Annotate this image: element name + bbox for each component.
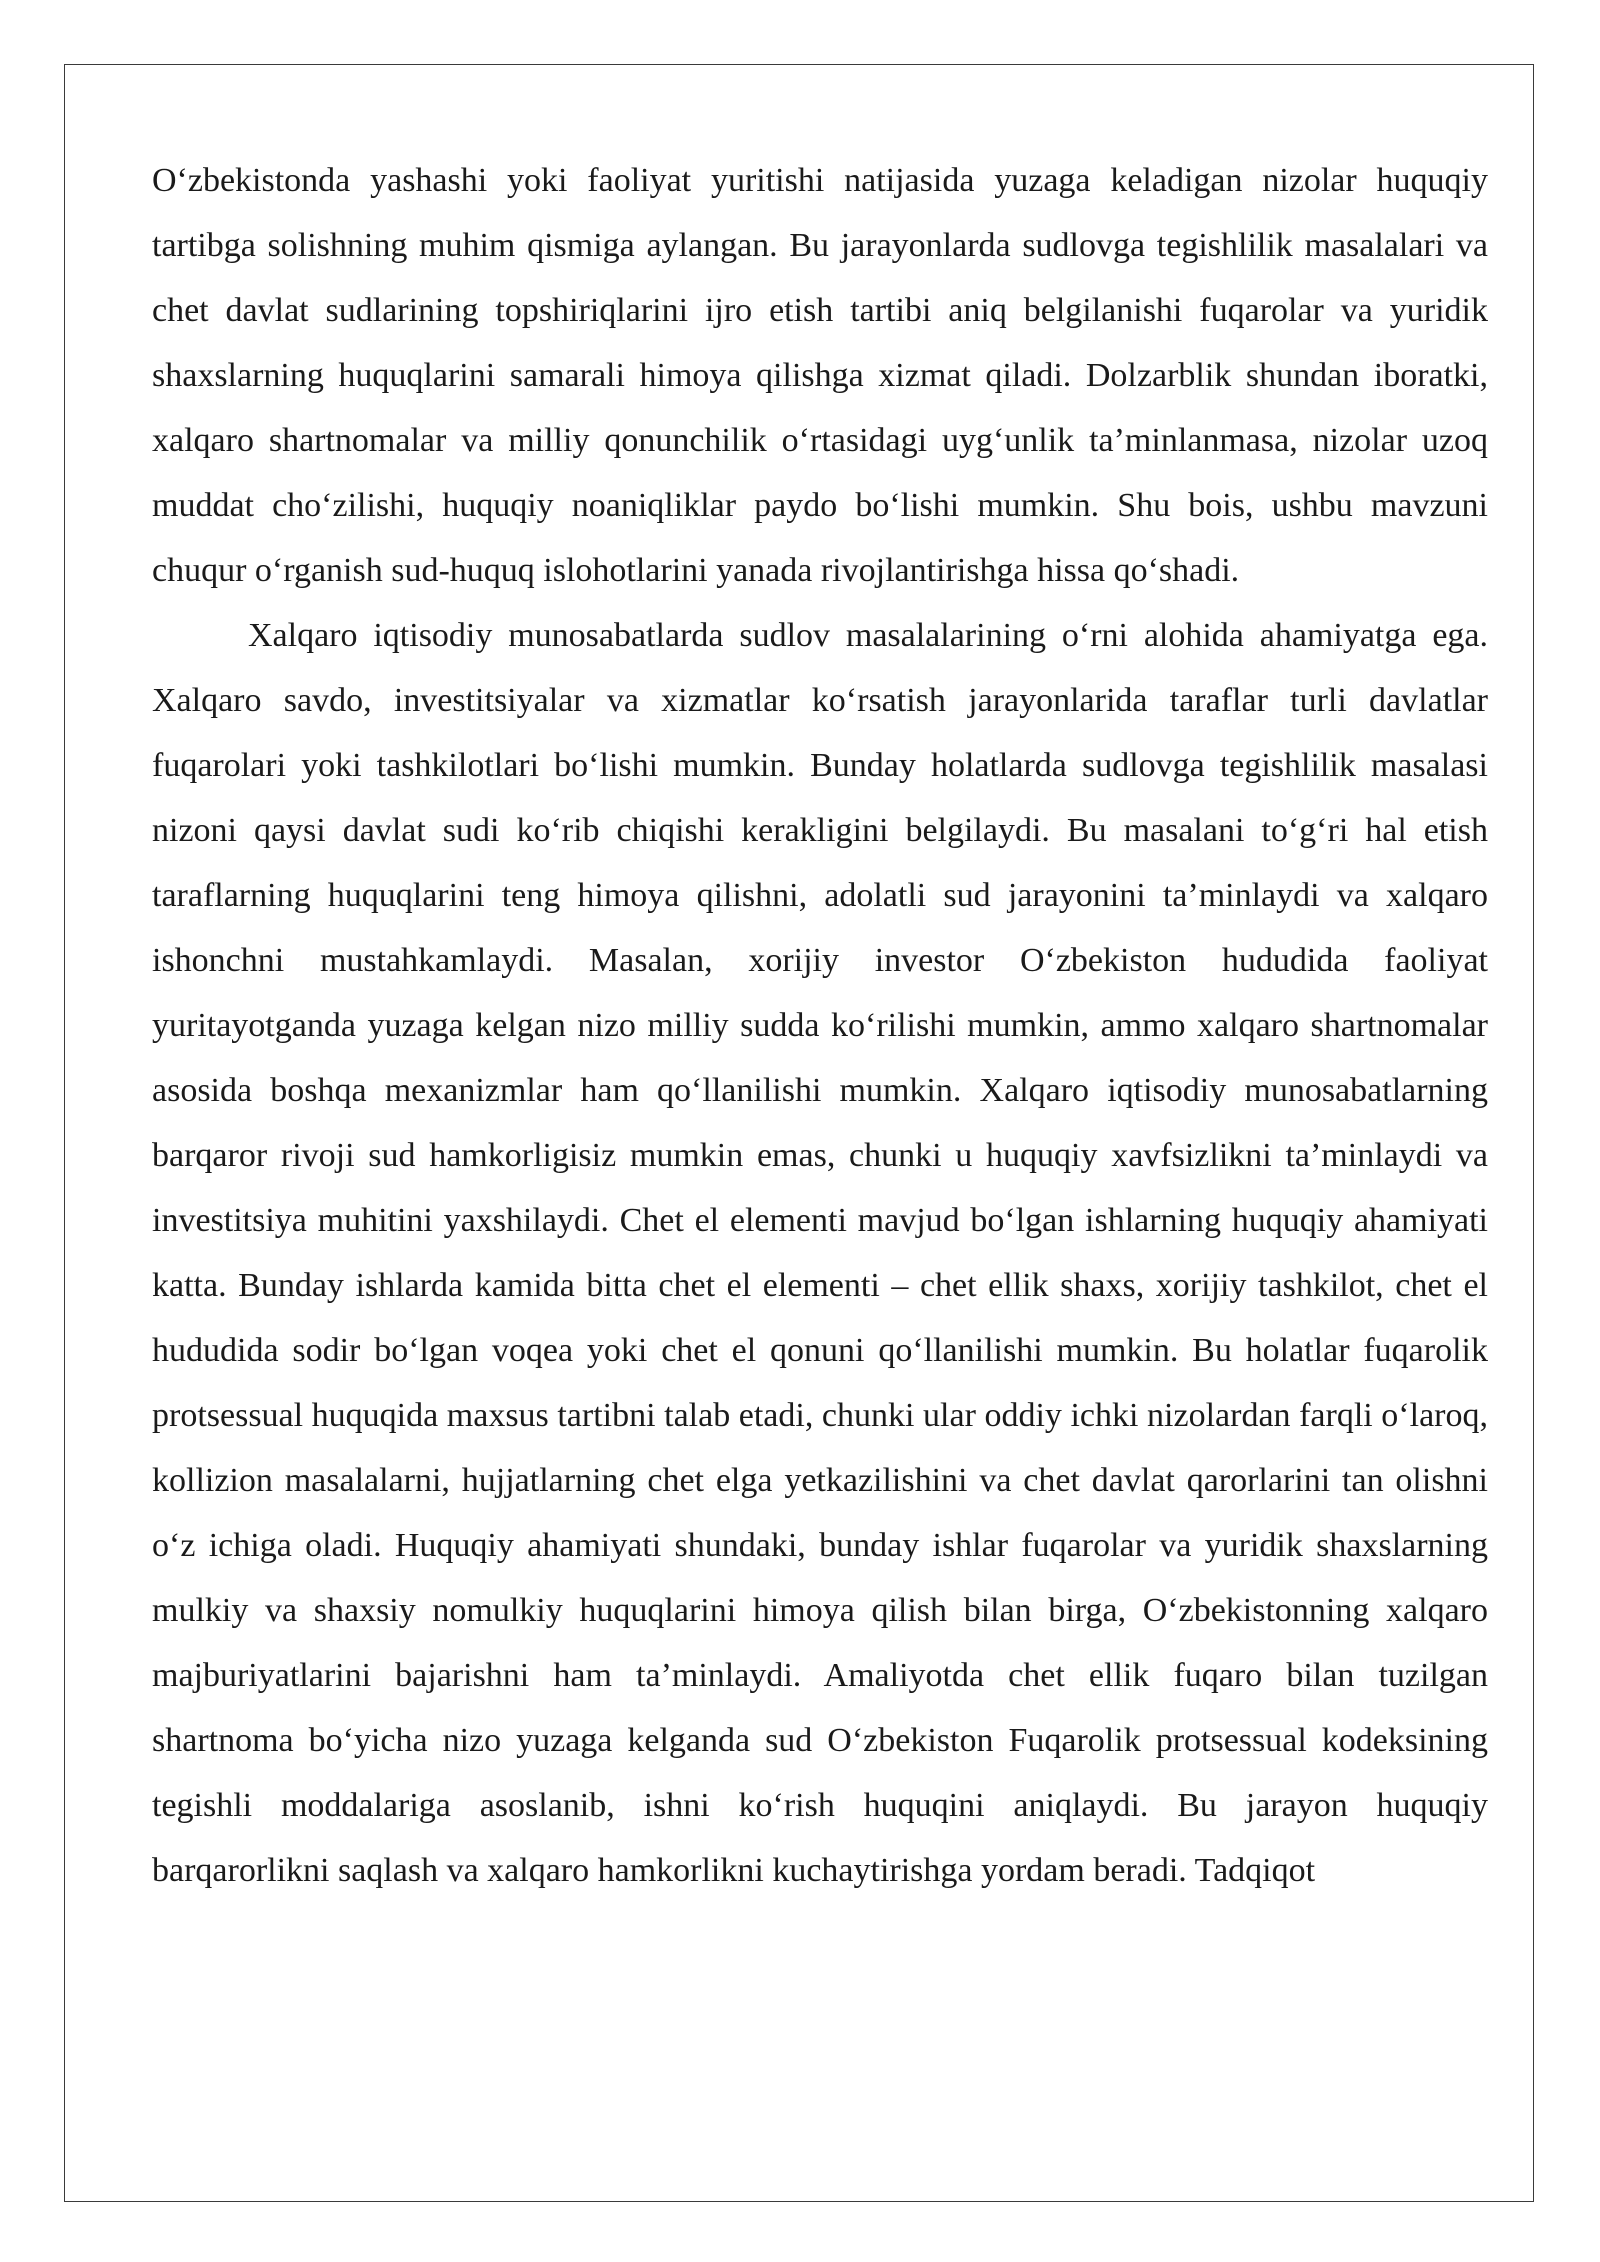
paragraph-1: O‘zbekistonda yashashi yoki faoliyat yuritishi natijasida yuzaga keladigan nizolar huquqiy tartibga solishning muhim qismiga aylangan. Bu jarayonlarda sudlovga tegishlilik masalalari va chet davlat sudlarining topshiriqlarini ijro etish tartibi aniq belgilanishi fuqarolar va yuridik shaxslarning huquqlarini samarali himoya qilishga xizmat qiladi. Dolzarblik shundan iboratki, xalqaro shartnomalar va milliy qonunchilik o‘rtasidagi uyg‘unlik ta’minlanmasa, nizolar uzoq muddat cho‘zilishi, huquqiy noaniqliklar paydo bo‘lishi mumkin. Shu bois, ushbu mavzuni chuqur o‘rganish sud-huquq islohotlarini yanada rivojlantirishga hissa qo‘shadi. — [152, 162, 1488, 589]
paragraph-2: Xalqaro iqtisodiy munosabatlarda sudlov masalalarining o‘rni alohida ahamiyatga ega. Xalqaro savdo, investitsiyalar va xizmatlar ko‘rsatish jarayonlarida taraflar turli davlatlar fuqarolari yoki tashkilotlari bo‘lishi mumkin. Bunday holatlarda sudlovga tegishlilik masalasi nizoni qaysi davlat sudi ko‘rib chiqishi kerakligini belgilaydi. Bu masalani to‘g‘ri hal etish taraflarning huquqlarini teng himoya qilishni, adolatli sud jarayonini ta’minlaydi va xalqaro ishonchni mustahkamlaydi. Masalan, xorijiy investor O‘zbekiston hududida faoliyat yuritayotganda yuzaga kelgan nizo milliy sudda ko‘rilishi mumkin, ammo xalqaro shartnomalar asosida boshqa mexanizmlar ham qo‘llanilishi mumkin. Xalqaro iqtisodiy munosabatlarning barqaror rivoji sud hamkorligisiz mumkin emas, chunki u huquqiy xavfsizlikni ta’minlaydi va investitsiya muhitini yaxshilaydi. Chet el elementi mavjud bo‘lgan ishlarning huquqiy ahamiyati katta. Bunday ishlarda kamida bitta chet el elementi – chet ellik shaxs, xorijiy tashkilot, chet el hududida sodir bo‘lgan voqea yoki chet el qonuni qo‘llanilishi mumkin. Bu holatlar fuqarolik protsessual huquqida maxsus tartibni talab etadi, chunki ular oddiy ichki nizolardan farqli o‘laroq, kollizion masalalarni, hujjatlarning chet elga yetkazilishini va chet davlat qarorlarini tan olishni o‘z ichiga oladi. Huquqiy ahamiyati shundaki, bunday ishlar fuqarolar va yuridik shaxslarning mulkiy va shaxsiy nomulkiy huquqlarini himoya qilish bilan birga, O‘zbekistonning xalqaro majburiyatlarini bajarishni ham ta’minlaydi. Amaliyotda chet ellik fuqaro bilan tuzilgan shartnoma bo‘yicha nizo yuzaga kelganda sud O‘zbekiston Fuqarolik protsessual kodeksining tegishli moddalariga asoslanib, ishni ko‘rish huquqini aniqlaydi. Bu jarayon huquqiy barqarorlikni saqlash va xalqaro hamkorlikni kuchaytirishga yordam beradi. Tadqiqot — [152, 617, 1488, 1889]
document-body — [152, 148, 1488, 1903]
